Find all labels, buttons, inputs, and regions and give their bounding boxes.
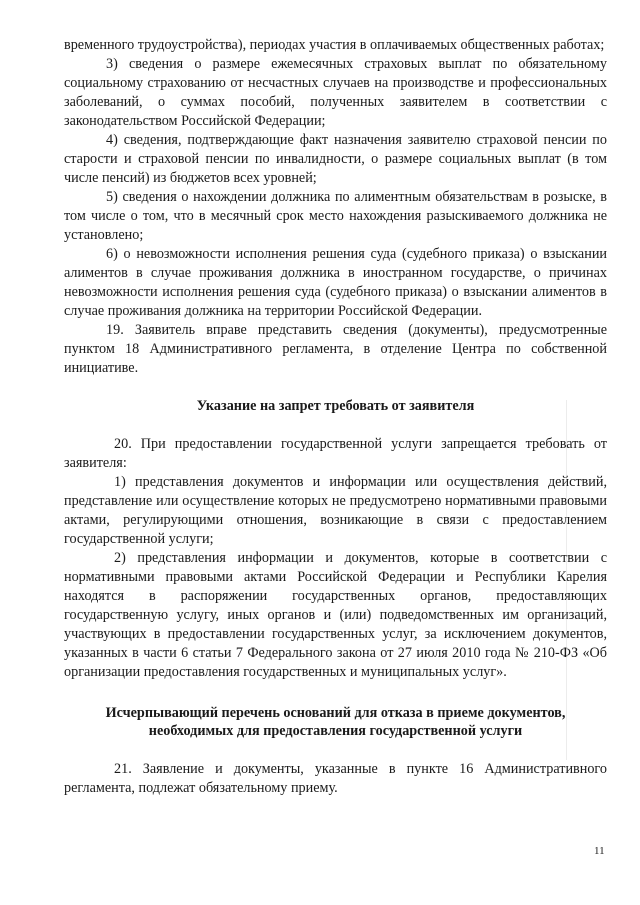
paragraph-20-item-2: 2) представления информации и документов, которые в соответствии с нормативными правовыми актами Российской Федерации и Республики Карелия находятся в распоряжении государственных органов, предоставляющих государственную услугу, иных органов и (или) подведомственных им организаций, участвующих в предоставлении государственных услуг, за исключением документов, указанных в части 6 статьи 7 Федерального закона от 27 июля 2010 года № 210-ФЗ «Об организации предоставления государственных и муниципальных услуг». [64,550,607,680]
section-heading-refusal-line-1: Исчерпывающий перечень оснований для отказа в приеме документов, [105,705,566,721]
paragraph-19: 19. Заявитель вправе представить сведения (документы), предусмотренные пунктом 18 Административного регламента, в отделение Центра по собственной инициативе. [64,322,607,376]
paragraph-item-4: 4) сведения, подтверждающие факт назначения заявителю страховой пенсии по старости и страховой пенсии по инвалидности, о размере социальных выплат (в том числе пенсий) из бюджетов всех уровней; [64,132,607,186]
paragraph-21: 21. Заявление и документы, указанные в пункте 16 Административного регламента, подлежат обязательному приему. [64,761,607,796]
paragraph-20-item-1: 1) представления документов и информации или осуществления действий, представление или осуществление которых не предусмотрено нормативными правовыми актами, регулирующими отношения, возникающие в связи с предоставлением государственной услуги; [64,474,607,547]
paragraph-20: 20. При предоставлении государственной услуги запрещается требовать от заявителя: [64,436,607,471]
paragraph-item-6: 6) о невозможности исполнения решения суда (судебного приказа) о взыскании алиментов в случае проживания должника в иностранном государстве, о причинах невозможности исполнения решения суда (судебного приказа) о взыскании алиментов в случае проживания должника на территории Российской Федерации. [64,246,607,319]
scan-artifact [566,400,567,760]
section-heading-refusal-line-2: необходимых для предоставления государственной услуги [148,723,523,739]
paragraph-continuation: временного трудоустройства), периодах участия в оплачиваемых общественных работах; [64,37,605,53]
page-number: 11 [594,845,605,857]
paragraph-item-3: 3) сведения о размере ежемесячных страховых выплат по обязательному социальному страхованию от несчастных случаев на производстве и профессиональных заболеваний, о суммах пособий, полученных заявителем в соответствии с законодательством Российской Федерации; [64,56,607,129]
paragraph-item-5: 5) сведения о нахождении должника по алиментным обязательствам в розыске, в том числе о том, что в месячный срок место нахождения разыскиваемого должника не установлено; [64,189,607,243]
page-body [64,36,607,798]
section-heading-prohibition: Указание на запрет требовать от заявителя [196,398,475,414]
